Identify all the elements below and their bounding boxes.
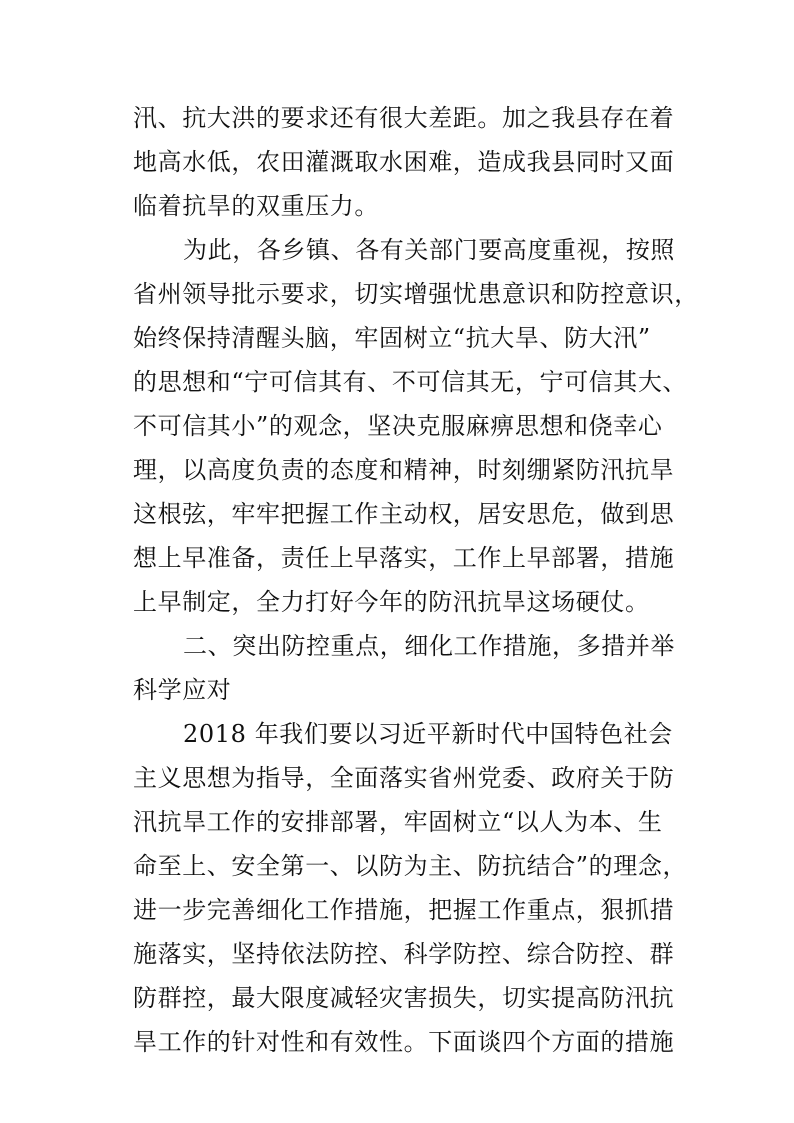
text-line: 临着抗旱的双重压力。: [133, 192, 379, 220]
document-body: [133, 96, 699, 1064]
section-heading-line: 二、突出防控重点，细化工作措施，多措并举: [183, 632, 675, 660]
text-line: 的思想和“宁可信其有、不可信其无，宁可信其大、: [133, 368, 688, 396]
text-line: 主义思想为指导，全面落实省州党委、政府关于防: [133, 764, 675, 792]
text-line: 上早制定，全力打好今年的防汛抗旱这场硬仗。: [133, 588, 650, 616]
paragraph-first-line: 2018 年我们要以习近平新时代中国特色社会: [183, 720, 673, 748]
text-line: 防群控，最大限度减轻灾害损失，切实提高防汛抗: [133, 984, 675, 1012]
text-line: 想上早准备，责任上早落实，工作上早部署，措施: [133, 544, 675, 572]
text-line: 始终保持清醒头脑，牢固树立“抗大旱、防大汛”: [133, 324, 651, 352]
text-line: 汛、抗大洪的要求还有很大差距。加之我县存在着: [133, 104, 675, 132]
section-heading-line: 科学应对: [133, 676, 232, 704]
text-line: 省州领导批示要求，切实增强忧患意识和防控意识，: [133, 280, 699, 308]
text-line: 命至上、安全第一、以防为主、防抗结合”的理念，: [133, 852, 688, 880]
paragraph-first-line: 为此，各乡镇、各有关部门要高度重视，按照: [183, 236, 675, 264]
text-line: 地高水低，农田灌溉取水困难，造成我县同时又面: [133, 148, 675, 176]
text-line: 这根弦，牢牢把握工作主动权，居安思危，做到思: [133, 500, 675, 528]
text-line: 理，以高度负责的态度和精神，时刻绷紧防汛抗旱: [133, 456, 675, 484]
text-line: 不可信其小”的观念，坚决克服麻痹思想和侥幸心: [133, 412, 663, 440]
text-line: 进一步完善细化工作措施，把握工作重点，狠抓措: [133, 896, 675, 924]
text-line: 施落实，坚持依法防控、科学防控、综合防控、群: [133, 940, 675, 968]
text-line: 旱工作的针对性和有效性。下面谈四个方面的措施: [133, 1028, 675, 1056]
text-line: 汛抗旱工作的安排部署，牢固树立“以人为本、生: [133, 808, 663, 836]
